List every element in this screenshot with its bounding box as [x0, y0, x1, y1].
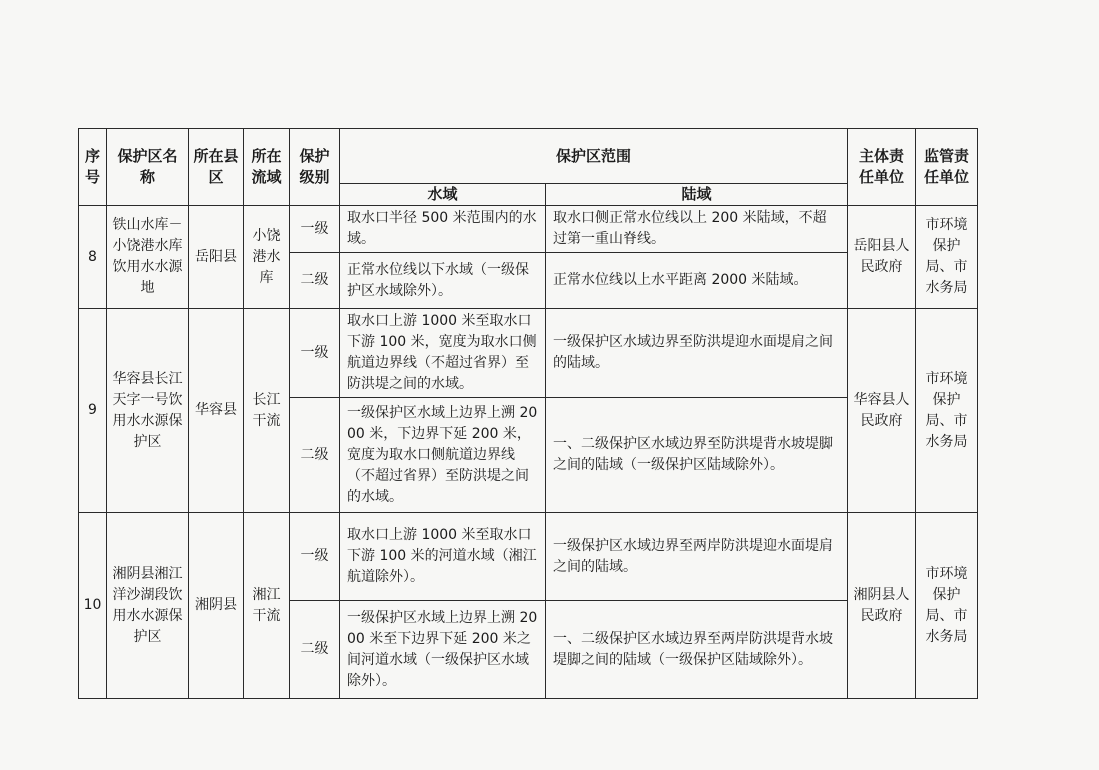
header-supervise-unit: 监管责任单位	[916, 129, 978, 206]
cell-basin: 湘江干流	[244, 513, 290, 699]
cell-land: 一级保护区水域边界至防洪堤迎水面堤肩之间的陆域。	[546, 309, 848, 398]
header-water: 水域	[340, 184, 546, 206]
cell-land: 正常水位线以上水平距离 2000 米陆域。	[546, 253, 848, 309]
table-row	[79, 206, 978, 253]
cell-water: 取水口半径 500 米范围内的水域。	[340, 206, 546, 253]
table-row	[79, 513, 978, 601]
cell-county: 华容县	[189, 309, 244, 513]
cell-supervise-unit: 市环境保护局、市水务局	[916, 206, 978, 309]
cell-land: 一、二级保护区水域边界至防洪堤背水坡堤脚之间的陆域（一级保护区陆域除外）。	[546, 398, 848, 513]
cell-level: 二级	[290, 398, 340, 513]
cell-seq: 9	[79, 309, 107, 513]
header-level: 保护级别	[290, 129, 340, 206]
header-county: 所在县区	[189, 129, 244, 206]
cell-level: 一级	[290, 206, 340, 253]
cell-main-unit: 湘阴县人民政府	[848, 513, 916, 699]
cell-level: 二级	[290, 253, 340, 309]
header-scope: 保护区范围	[340, 129, 848, 184]
header-basin: 所在流域	[244, 129, 290, 206]
protection-zone-table	[78, 128, 978, 699]
cell-land: 一、二级保护区水域边界至两岸防洪堤背水坡堤脚之间的陆域（一级保护区陆域除外）。	[546, 601, 848, 699]
cell-basin: 小饶港水库	[244, 206, 290, 309]
cell-seq: 8	[79, 206, 107, 309]
cell-seq: 10	[79, 513, 107, 699]
header-land: 陆域	[546, 184, 848, 206]
cell-water: 取水口上游 1000 米至取水口下游 100 米，宽度为取水口侧航道边界线（不超过省界）至防洪堤之间的水域。	[340, 309, 546, 398]
cell-water: 一级保护区水域上边界上溯 2000 米至下边界下延 200 米之间河道水域（一级保护区水域除外）。	[340, 601, 546, 699]
cell-water: 取水口上游 1000 米至取水口下游 100 米的河道水域（湘江航道除外）。	[340, 513, 546, 601]
cell-land: 一级保护区水域边界至两岸防洪堤迎水面堤肩之间的陆域。	[546, 513, 848, 601]
cell-name: 湘阴县湘江洋沙湖段饮用水水源保护区	[107, 513, 189, 699]
cell-supervise-unit: 市环境保护局、市水务局	[916, 513, 978, 699]
cell-main-unit: 华容县人民政府	[848, 309, 916, 513]
cell-main-unit: 岳阳县人民政府	[848, 206, 916, 309]
cell-level: 一级	[290, 309, 340, 398]
header-row	[79, 129, 978, 184]
cell-land: 取水口侧正常水位线以上 200 米陆域，不超过第一重山脊线。	[546, 206, 848, 253]
cell-basin: 长江干流	[244, 309, 290, 513]
cell-name: 华容县长江天字一号饮用水水源保护区	[107, 309, 189, 513]
cell-level: 一级	[290, 513, 340, 601]
header-main-unit: 主体责任单位	[848, 129, 916, 206]
header-seq: 序号	[79, 129, 107, 206]
cell-name: 铁山水库－小饶港水库饮用水水源地	[107, 206, 189, 309]
cell-water: 正常水位线以下水域（一级保护区水域除外）。	[340, 253, 546, 309]
cell-supervise-unit: 市环境保护局、市水务局	[916, 309, 978, 513]
cell-water: 一级保护区水域上边界上溯 2000 米，下边界下延 200 米，宽度为取水口侧航道边界线（不超过省界）至防洪堤之间的水域。	[340, 398, 546, 513]
cell-county: 湘阴县	[189, 513, 244, 699]
table-row	[79, 309, 978, 398]
cell-county: 岳阳县	[189, 206, 244, 309]
cell-level: 二级	[290, 601, 340, 699]
header-name: 保护区名称	[107, 129, 189, 206]
